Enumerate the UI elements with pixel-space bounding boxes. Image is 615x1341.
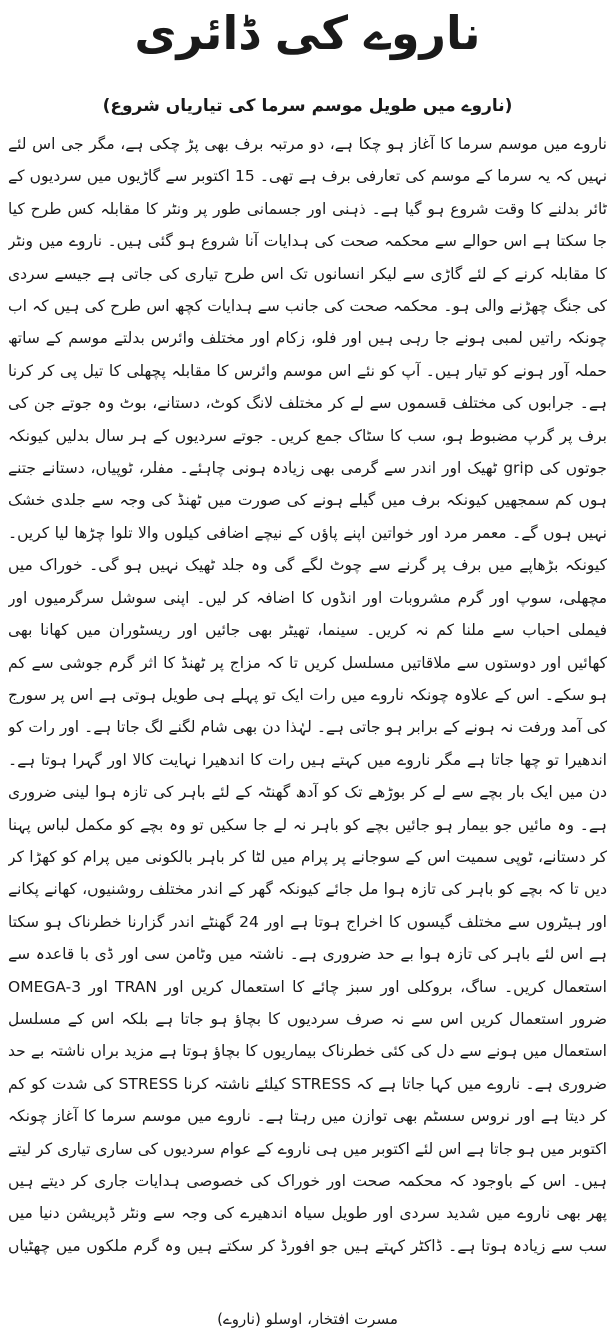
article-body — [8, 128, 607, 1268]
author-signature: مسرت افتخار، اوسلو (ناروے) — [217, 1310, 398, 1328]
article-paragraph: ناروے میں موسم سرما کا آغاز ہو چکا ہے، دو مرتبہ برف بھی پڑ چکی ہے، مگر جی اس لئے نہیں کہ یہ سرما کے موسم کی تعارفی برف ہے تھی۔ 15 اکتوبر سے گاڑیوں میں سردیوں کے ٹائر بدلنے کا وقت شروع ہو گیا ہے۔ ذہنی اور جسمانی طور پر ونٹر کا مقابلہ کس طرح کیا جا سکتا ہے اس حوالے سے محکمہ صحت کی ہدایات آنا شروع ہو گئی ہیں۔ ناروے میں ونٹر کا مقابلہ کرنے کے لئے گاڑی سے لیکر انسانوں تک اس طرح تیاری کی جاتی ہے جیسے سردی کی جنگ چھڑنے والی ہو۔ محکمہ صحت کی جانب سے ہدایات کچھ اس طرح کی ہیں کہ اب چونکہ راتیں لمبی ہونے جا رہی ہیں اور فلو، زکام اور مختلف وائرس بدلتے موسم کے ساتھ حملہ آور ہونے کو تیار ہیں۔ آپ کو نئے اس موسم وائرس کا مقابلہ پچھلی کا تیل پی کر کرنا ہے۔ جرابوں کی مختلف قسموں سے لے کر مختلف لانگ کوٹ، دستانے، بوٹ وہ جوتے جن کی برف پر گرپ مضبوط ہو، سب کا سٹاک جمع کریں۔ جوتے سردیوں کے ہر سال بدلیں کیونکہ جوتوں کی grip ٹھیک اور اندر سے گرمی بھی زیادہ ہونی چاہئے۔ مفلر، ٹوپیاں، دستانے جتنے ہوں کم سمجھیں کیونکہ برف میں گیلے ہونے کی صورت میں ٹھنڈ کی وجہ سے جلدی خشک نہیں ہوں گے۔ معمر مرد اور خواتین اپنے پاؤں کے نیچے اضافی کیلوں والا تلوا چڑھا لیا کریں۔ کیونکہ بڑھاپے میں برف پر گرنے سے چوٹ لگے گی وہ جلد ٹھیک نہیں ہو گی۔ خوراک میں مچھلی، سوپ اور گرم مشروبات اور انڈوں کا اضافہ کر لیں۔ اپنی سوشل سرگرمیوں اور فیملی احباب سے ملنا کم نہ کریں۔ سینما، تھیٹر بھی جائیں اور ریسٹوران میں کھانا بھی کھائیں اور دوستوں سے ملاقاتیں مسلسل کریں تا کہ مزاج پر ٹھنڈ کا اثر گرم جوشی سے کم ہو سکے۔ اس کے علاوہ چونکہ ناروے میں رات ایک تو پہلے ہی طویل ہوتی ہے اس پر سورج کی آمد ورفت نہ ہونے کے برابر ہو جاتی ہے۔ لہٰذا دن بھی شام لگنے لگ جاتا ہے۔ اور رات کو اندھیرا تو چھا جاتا ہے مگر ناروے میں کہتے ہیں رات کا اندھیرا نہایت کالا اور گہرا ہوتا ہے۔ دن میں ایک بار بچے سے لے کر بوڑھے تک کو آدھ گھنٹہ کے لئے باہر کی تازہ ہوا لینی ضروری ہے۔ وہ مائیں جو بیمار ہو جائیں بچے کو باہر نہ لے جا سکیں تو وہ بچے کو مکمل لباس پہنا کر دستانے، ٹوپی سمیت اس کے سوجانے پر پرام میں لٹا کر باہر بالکونی میں پرام کو کھڑا کر دیں تا کہ بچے کو باہر کی تازہ ہوا مل جائے کیونکہ گھر کے اندر مختلف روشنیوں، کھانے پکانے اور ہیٹروں سے مختلف گیسوں کا اخراج ہوتا ہے اور 24 گھنٹے اندر گزارنا خطرناک ہو سکتا ہے اس لئے باہر کی تازہ ہوا بے حد ضروری ہے۔ ناشتہ میں وٹامن سی اور ڈی با قاعدہ سے استعمال کریں۔ ساگ، بروکلی اور سبز چائے کا استعمال کریں اور TRAN اور OMEGA-3 ضرور استعمال کریں اس سے نہ صرف سردیوں کا بچاؤ ہو جاتا ہے بلکہ اس کے مسلسل استعمال میں ہونے سے دل کی کئی خطرناک بیماریوں کا بچاؤ ہوتا ہے مزید براں ناشتہ بے حد ضروری ہے۔ ناروے میں کہا جاتا ہے کہ STRESS کیلئے ناشتہ کرنا STRESS کی شدت کو کم کر دیتا ہے اور نروس سسٹم بھی توازن میں رہتا ہے۔ ناروے میں موسم سرما کا آغاز چونکہ اکتوبر میں ہو جاتا ہے اس لئے اکتوبر میں ہی ناروے کے عوام سردیوں کی ساری تیاری کر لیتے ہیں۔ اس کے باوجود کہ محکمہ صحت اور خوراک کی خصوصی ہدایات جاری کر دیتے ہیں پھر بھی ناروے میں شدید سردی اور طویل سیاہ اندھیرے کی وجہ سے ونٹر ڈپریشن دنیا میں سب سے زیادہ ہوتا ہے۔ ڈاکٹر کہتے ہیں جو افورڈ کر سکتے ہیں وہ گرم ملکوں میں چھٹیاں — [8, 135, 607, 1255]
article-subtitle: (ناروے میں طویل موسم سرما کی تیاریاں شروع) — [102, 96, 513, 116]
article-headline: ناروے کی ڈائری — [134, 6, 481, 60]
